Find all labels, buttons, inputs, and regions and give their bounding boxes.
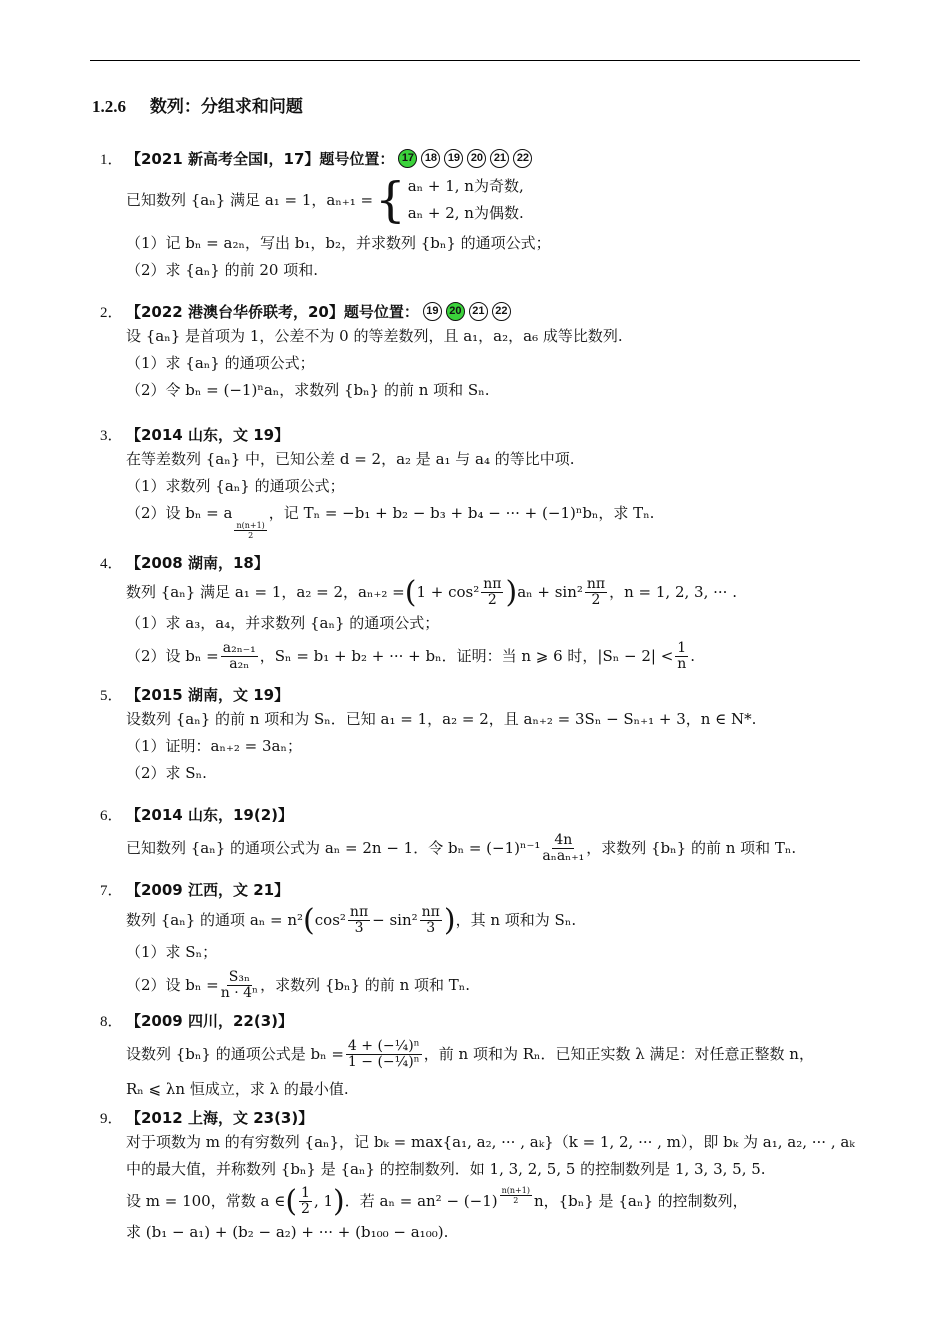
- frac-denominator: 3: [354, 919, 364, 936]
- subscript-fraction: [234, 521, 266, 540]
- stem-text: cos²: [314, 910, 346, 929]
- stem-text: 已知数列 {aₙ} 满足 a₁ = 1，aₙ₊₁ =: [126, 190, 374, 209]
- case-odd: aₙ + 1, n为奇数,: [407, 177, 524, 195]
- problem-8: [100, 1008, 860, 1103]
- frac-numerator: 1: [677, 639, 687, 656]
- position-badge: 22: [513, 149, 532, 168]
- frac-numerator: 4n: [554, 831, 573, 848]
- problem-header: [100, 682, 860, 706]
- problem-stem: [126, 1032, 860, 1076]
- problem-stem: 对于项数为 m 的有穷数列 {aₙ}，记 bₖ = max{a₁, a₂, ··· , aₖ}（k = 1, 2, ··· , m），即 bₖ 为 a₁, a₂, ··· , aₖ: [126, 1133, 855, 1151]
- fraction: [299, 1186, 312, 1217]
- problem-number: 8．: [100, 1013, 123, 1030]
- problem-number: 6．: [100, 807, 123, 824]
- problem-stem: [126, 170, 860, 230]
- problem-number: 7．: [100, 882, 123, 899]
- question-1: （1）求 a₃，a₄，并求数列 {aₙ} 的通项公式；: [126, 614, 440, 632]
- problem-stem: 在等差数列 {aₙ} 中，已知公差 d = 2，a₂ 是 a₁ 与 a₄ 的等比中项.: [126, 450, 575, 468]
- case-even: aₙ + 2, n为偶数.: [407, 204, 524, 222]
- frac-numerator: nπ: [349, 903, 369, 920]
- position-badge: 22: [492, 302, 511, 321]
- question-2: [126, 637, 860, 675]
- problem-header: [100, 146, 860, 170]
- problem-source: 【2009 江西，文 21】: [126, 880, 290, 899]
- problem-stem: [126, 1183, 860, 1219]
- frac-numerator: 4 + (−¼)ⁿ: [347, 1037, 420, 1054]
- problem-stem: 设数列 {aₙ} 的前 n 项和为 Sₙ．已知 a₁ = 1，a₂ = 2，且 aₙ₊₂ = 3Sₙ − Sₙ₊₁ + 3，n ∈ N*.: [126, 710, 757, 728]
- frac-denominator: aₙaₙ₊₁: [542, 847, 585, 864]
- fraction: [221, 641, 258, 672]
- problem-6: [100, 802, 860, 870]
- position-badge: 20: [446, 302, 465, 321]
- stem-text: n，{bₙ} 是 {aₙ} 的控制数列，: [533, 1191, 748, 1210]
- question-1: （1）求 Sₙ；: [126, 943, 218, 961]
- frac-denominator: n · 4ⁿ: [220, 984, 259, 1001]
- fraction: [675, 641, 688, 672]
- frac-numerator: 1: [301, 1184, 310, 1201]
- problem-source: 【2014 山东，19(2)】: [126, 805, 293, 824]
- problem-source: 【2021 新高考全国Ⅰ，17】题号位置：: [126, 149, 395, 168]
- frac-numerator: nπ: [483, 575, 502, 592]
- problem-stem: 求 (b₁ − a₁) + (b₂ − a₂) + ··· + (b₁₀₀ − a₁₀₀).: [126, 1223, 449, 1241]
- problem-source: 【2008 湖南，18】: [126, 553, 269, 572]
- problem-5: [100, 682, 860, 787]
- frac-numerator: nπ: [586, 575, 606, 592]
- stem-text: − sin²: [372, 910, 418, 929]
- fraction: [221, 970, 258, 1001]
- problem-number: 9．: [100, 1110, 123, 1127]
- q2-text: （2）设 bₙ =: [126, 975, 219, 994]
- frac-denominator: 2: [591, 591, 601, 608]
- question-2: （2）令 bₙ = (−1)ⁿaₙ，求数列 {bₙ} 的前 n 项和 Sₙ.: [126, 381, 490, 399]
- problem-source: 【2015 湖南，文 19】: [126, 685, 290, 704]
- paren-glyph: ): [505, 574, 518, 610]
- problem-7: [100, 877, 860, 1004]
- problem-stem: [126, 826, 860, 870]
- frac-denominator: a₂ₙ: [229, 655, 250, 672]
- position-badge: 18: [421, 149, 440, 168]
- question-2: [126, 500, 860, 540]
- problem-number: 5．: [100, 687, 123, 704]
- stem-text: , 1: [313, 1191, 334, 1210]
- frac-denominator: 2: [301, 1200, 310, 1217]
- problem-source: 【2022 港澳台华侨联考，20】题号位置：: [126, 302, 419, 321]
- question-1: （1）求 {aₙ} 的通项公式；: [126, 354, 315, 372]
- fraction: [346, 1039, 422, 1070]
- problem-number: 2．: [100, 304, 123, 321]
- problem-stem-cont: Rₙ ⩽ λn 恒成立，求 λ 的最小值.: [126, 1080, 349, 1098]
- problem-stem: [126, 574, 860, 610]
- problem-number: 3．: [100, 427, 123, 444]
- stem-text: ，n = 1, 2, 3, ··· .: [609, 582, 737, 601]
- paren-glyph: ): [443, 902, 456, 938]
- brace-glyph: {: [375, 172, 406, 228]
- position-badge: 19: [423, 302, 442, 321]
- header-rule: [90, 60, 860, 61]
- stem-text: ，求数列 {bₙ} 的前 n 项和 Tₙ.: [586, 838, 797, 857]
- paren-glyph: (: [404, 574, 417, 610]
- problem-stem: 中的最大值，并称数列 {bₙ} 是 {aₙ} 的控制数列．如 1, 3, 2, 5, 5 的控制数列是 1, 3, 3, 5, 5.: [126, 1160, 766, 1178]
- frac-denominator: 2: [487, 591, 497, 608]
- fraction: [481, 577, 503, 608]
- question-2: （2）求 Sₙ.: [126, 764, 207, 782]
- position-badge: 19: [444, 149, 463, 168]
- fraction: [542, 833, 584, 864]
- problem-4: [100, 550, 860, 675]
- q2-text: ，求数列 {bₙ} 的前 n 项和 Tₙ.: [260, 975, 471, 994]
- problem-stem: [126, 901, 860, 939]
- frac-numerator: S₃ₙ: [228, 968, 251, 985]
- section-number: 1.2.6: [92, 97, 126, 116]
- problem-source: 【2012 上海，文 23(3)】: [126, 1108, 314, 1127]
- position-badge: 20: [467, 149, 486, 168]
- stem-text: aₙ + sin²: [517, 582, 583, 601]
- problem-3: [100, 422, 860, 540]
- stem-text: ，其 n 项和为 Sₙ.: [455, 910, 577, 929]
- fraction: [420, 905, 442, 936]
- frac-denominator: 1 − (−¼)ⁿ: [347, 1053, 420, 1070]
- question-1: （1）求数列 {aₙ} 的通项公式；: [126, 477, 345, 495]
- frac-numerator: nπ: [421, 903, 440, 920]
- question-2: （2）求 {aₙ} 的前 20 项和.: [126, 261, 318, 279]
- frac-numerator: a₂ₙ₋₁: [222, 639, 256, 656]
- problem-header: [100, 1008, 860, 1032]
- stem-text: ．若 aₙ = an² − (−1): [344, 1191, 498, 1210]
- stem-text: 1 + cos²: [416, 582, 480, 601]
- position-badge: 21: [490, 149, 509, 168]
- position-badge: 21: [469, 302, 488, 321]
- question-2: [126, 966, 860, 1004]
- problem-1: [100, 146, 860, 284]
- position-badge: 17: [398, 149, 417, 168]
- stem-text: ，前 n 项和为 Rₙ．已知正实数 λ 满足：对任意正整数 n，: [423, 1044, 814, 1063]
- paren-glyph: (: [303, 902, 315, 938]
- problem-header: [100, 550, 860, 574]
- paren-glyph: (: [285, 1183, 298, 1219]
- problem-9: [100, 1105, 860, 1246]
- frac-denominator: 2: [248, 531, 254, 540]
- problem-source: 【2014 山东，文 19】: [126, 425, 290, 444]
- frac-numerator: n(n+1): [236, 521, 265, 530]
- stem-text: 设 m = 100，常数 a ∈: [126, 1191, 286, 1210]
- piecewise: [373, 173, 524, 227]
- problem-header: [100, 299, 860, 323]
- frac-denominator: n: [677, 655, 687, 672]
- problem-number: 1．: [100, 151, 123, 168]
- question-1: （1）证明：aₙ₊₂ = 3aₙ；: [126, 737, 302, 755]
- exponent-fraction: [500, 1186, 532, 1205]
- q2-text: .: [690, 646, 695, 665]
- section-heading: 数列：分组求和问题: [149, 97, 303, 117]
- stem-text: 数列 {aₙ} 满足 a₁ = 1，a₂ = 2，aₙ₊₂ =: [126, 582, 405, 601]
- problem-number: 4．: [100, 555, 123, 572]
- q2-text: （2）设 bₙ = a: [126, 504, 233, 522]
- problem-header: [100, 802, 860, 826]
- stem-text: 设数列 {bₙ} 的通项公式是 bₙ =: [126, 1044, 344, 1063]
- cases: [408, 173, 524, 227]
- frac-denominator: 3: [426, 919, 436, 936]
- q2-text: ，记 Tₙ = −b₁ + b₂ − b₃ + b₄ − ··· + (−1)ⁿbₙ，求 Tₙ.: [268, 504, 655, 522]
- question-1: （1）记 bₙ = a₂ₙ，写出 b₁，b₂，并求数列 {bₙ} 的通项公式；: [126, 234, 551, 252]
- stem-text: 已知数列 {aₙ} 的通项公式为 aₙ = 2n − 1．令 bₙ = (−1)ⁿ⁻¹: [126, 838, 541, 857]
- problem-source: 【2009 四川，22(3)】: [126, 1011, 293, 1030]
- q2-text: ，Sₙ = b₁ + b₂ + ··· + bₙ．证明：当 n ⩾ 6 时，|Sₙ − 2| <: [259, 646, 674, 665]
- frac-numerator: n(n+1): [501, 1185, 530, 1195]
- problem-header: [100, 1105, 860, 1129]
- problem-stem: 设 {aₙ} 是首项为 1，公差不为 0 的等差数列，且 a₁，a₂，a₆ 成等比数列.: [126, 327, 623, 345]
- frac-denominator: 2: [513, 1195, 519, 1205]
- problem-header: [100, 422, 860, 446]
- stem-text: 数列 {aₙ} 的通项 aₙ = n²: [126, 910, 304, 929]
- problem-2: [100, 299, 860, 404]
- fraction: [348, 905, 370, 936]
- problem-header: [100, 877, 860, 901]
- paren-glyph: ): [333, 1183, 345, 1219]
- fraction: [585, 577, 607, 608]
- q2-text: （2）设 bₙ =: [126, 646, 219, 665]
- section-title: [92, 92, 303, 117]
